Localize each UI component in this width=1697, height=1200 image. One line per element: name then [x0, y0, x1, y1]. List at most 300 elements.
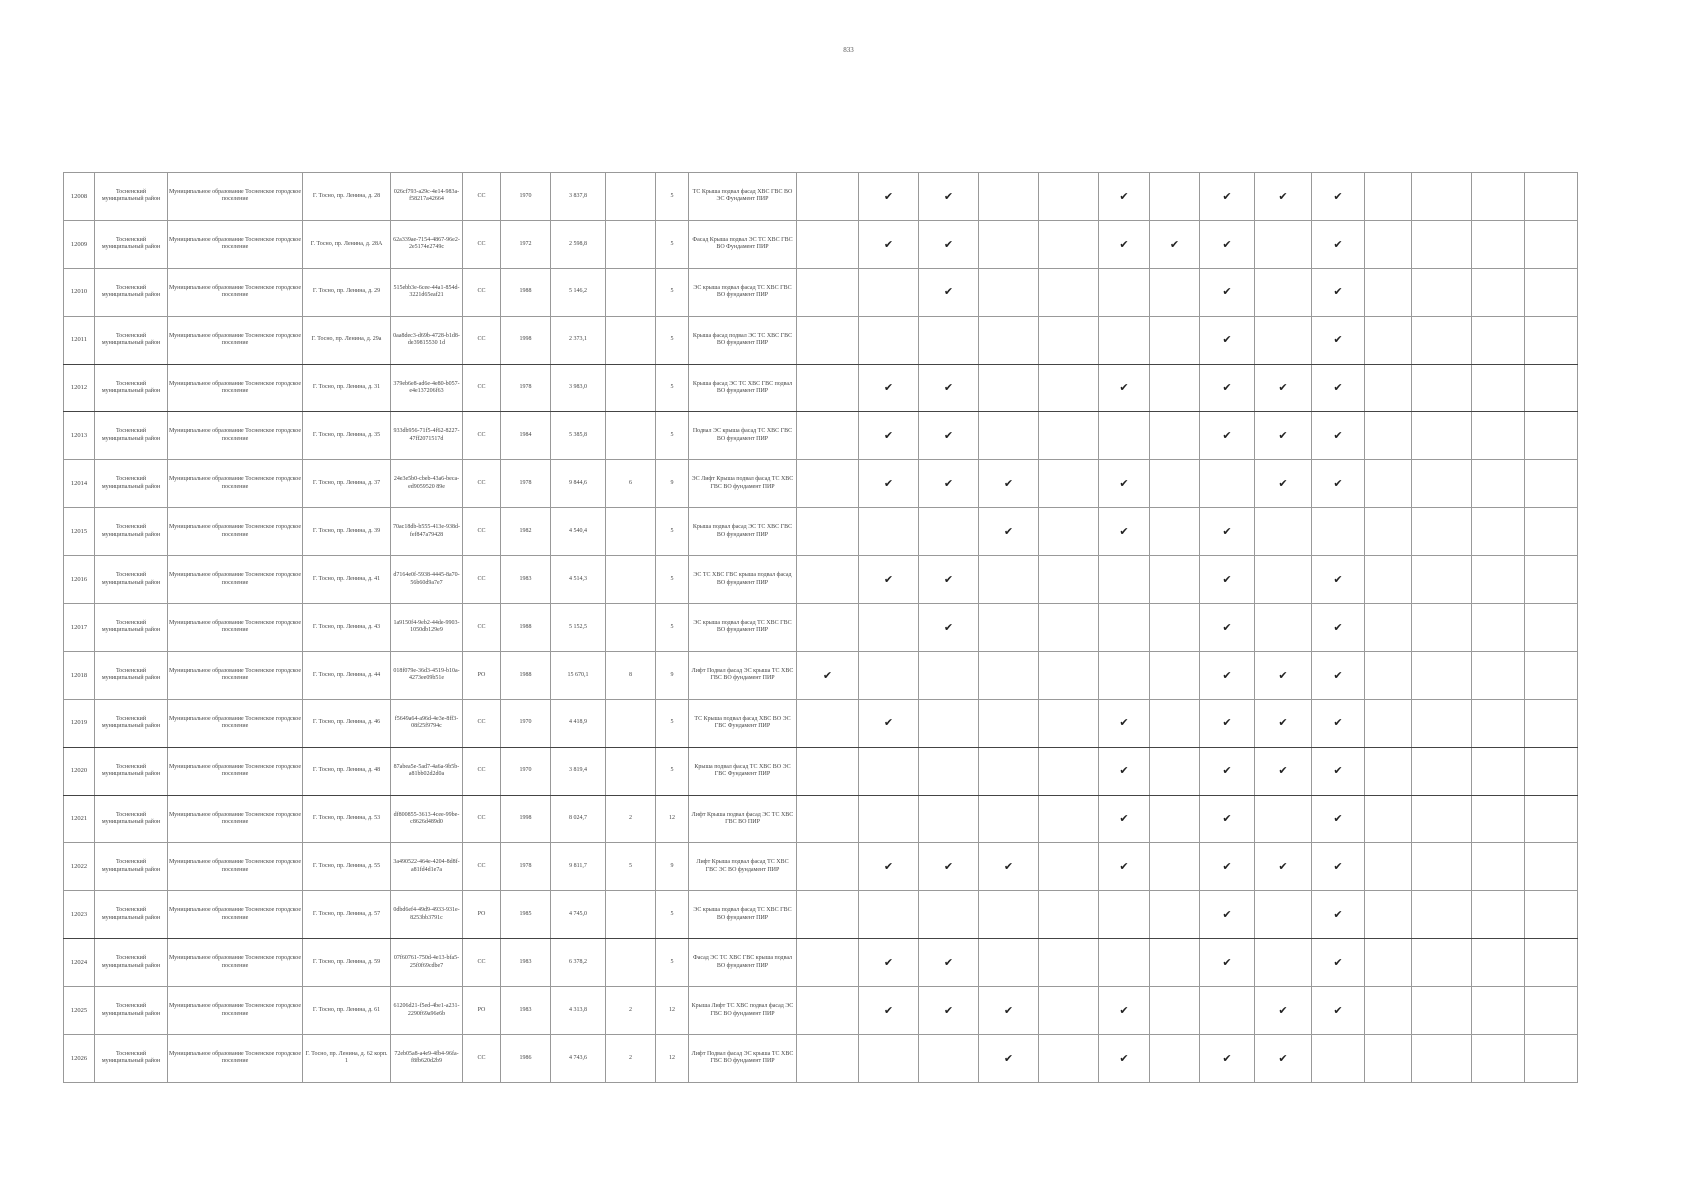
district-cell: Тосненский муниципальный район	[95, 173, 168, 221]
empty-cell	[1255, 556, 1312, 604]
empty-cell	[979, 173, 1039, 221]
floors-min-cell	[606, 173, 656, 221]
works-list-cell: Крыша подвал фасад ТС ХВС ВО ЭС ГВС Фундамент ПИР	[689, 747, 797, 795]
check-mark-icon: ✔	[1312, 699, 1365, 747]
build-year-cell: 1986	[501, 1035, 551, 1083]
address-cell: Г. Тосно, пр. Ленина, д. 35	[303, 412, 391, 460]
empty-cell	[1365, 556, 1412, 604]
empty-cell	[1525, 316, 1578, 364]
row-number: 12024	[64, 939, 95, 987]
check-mark-icon: ✔	[1200, 891, 1255, 939]
empty-cell	[1099, 651, 1150, 699]
control-method-cell: РО	[463, 891, 501, 939]
district-cell: Тосненский муниципальный район	[95, 364, 168, 412]
address-cell: Г. Тосно, пр. Ленина, д. 55	[303, 843, 391, 891]
empty-cell	[1525, 460, 1578, 508]
works-list-cell: Лифт Подвал фасад ЭС крыша ТС ХВС ГВС ВО фундамент ПИР	[689, 651, 797, 699]
floors-min-cell	[606, 364, 656, 412]
build-year-cell: 1988	[501, 604, 551, 652]
municipality-cell: Муниципальное образование Тосненское городское поселение	[168, 843, 303, 891]
check-mark-icon: ✔	[1312, 795, 1365, 843]
empty-cell	[1365, 651, 1412, 699]
municipality-cell: Муниципальное образование Тосненское городское поселение	[168, 1035, 303, 1083]
build-year-cell: 1970	[501, 699, 551, 747]
municipality-cell: Муниципальное образование Тосненское городское поселение	[168, 795, 303, 843]
row-number: 12019	[64, 699, 95, 747]
district-cell: Тосненский муниципальный район	[95, 1035, 168, 1083]
district-cell: Тосненский муниципальный район	[95, 268, 168, 316]
empty-cell	[1255, 268, 1312, 316]
check-mark-icon: ✔	[1200, 556, 1255, 604]
empty-cell	[1039, 508, 1099, 556]
empty-cell	[797, 1035, 859, 1083]
check-mark-icon: ✔	[1099, 987, 1150, 1035]
row-number: 12013	[64, 412, 95, 460]
address-cell: Г. Тосно, пр. Ленина, д. 28А	[303, 220, 391, 268]
empty-cell	[1150, 173, 1200, 221]
empty-cell	[1099, 556, 1150, 604]
table-row	[64, 556, 1631, 604]
area-cell: 5 152,5	[551, 604, 606, 652]
empty-cell	[1472, 651, 1525, 699]
empty-cell	[1412, 939, 1472, 987]
floors-min-cell	[606, 412, 656, 460]
row-number: 12009	[64, 220, 95, 268]
check-mark-icon: ✔	[859, 939, 919, 987]
municipality-cell: Муниципальное образование Тосненское городское поселение	[168, 412, 303, 460]
check-mark-icon: ✔	[859, 173, 919, 221]
municipality-cell: Муниципальное образование Тосненское городское поселение	[168, 173, 303, 221]
table-row	[64, 987, 1631, 1035]
empty-cell	[1099, 268, 1150, 316]
table-body	[64, 173, 1631, 1083]
build-year-cell: 1983	[501, 939, 551, 987]
row-number: 12026	[64, 1035, 95, 1083]
empty-cell	[1150, 268, 1200, 316]
guid-cell: 933db956-71f5-4f62-8227-47ff2071517d	[391, 412, 463, 460]
empty-cell	[1412, 508, 1472, 556]
check-mark-icon: ✔	[919, 173, 979, 221]
floors-min-cell	[606, 268, 656, 316]
check-mark-icon: ✔	[1312, 987, 1365, 1035]
floors-min-cell	[606, 556, 656, 604]
row-number: 12018	[64, 651, 95, 699]
table-row	[64, 651, 1631, 699]
empty-cell	[1525, 891, 1578, 939]
address-cell: Г. Тосно, пр. Ленина, д. 29а	[303, 316, 391, 364]
address-cell: Г. Тосно, пр. Ленина, д. 39	[303, 508, 391, 556]
empty-cell	[797, 747, 859, 795]
check-mark-icon: ✔	[919, 268, 979, 316]
area-cell: 3 983,0	[551, 364, 606, 412]
empty-cell	[919, 795, 979, 843]
check-mark-icon: ✔	[1255, 412, 1312, 460]
build-year-cell: 1998	[501, 795, 551, 843]
empty-cell	[797, 604, 859, 652]
guid-cell: 3a490522-464e-4204-8d8f-a81fd4d1e7a	[391, 843, 463, 891]
guid-cell: 026cf793-a29c-4e14-983a-f58217a42664	[391, 173, 463, 221]
control-method-cell: СС	[463, 220, 501, 268]
floors-min-cell	[606, 699, 656, 747]
empty-cell	[1525, 651, 1578, 699]
empty-cell	[919, 891, 979, 939]
floors-max-cell: 5	[656, 939, 689, 987]
empty-cell	[979, 651, 1039, 699]
empty-cell	[1472, 795, 1525, 843]
empty-cell	[1472, 747, 1525, 795]
empty-cell	[1365, 891, 1412, 939]
empty-cell	[1150, 364, 1200, 412]
control-method-cell: СС	[463, 843, 501, 891]
guid-cell: f5649a64-a96d-4e3e-8ff3-08f25f9794c	[391, 699, 463, 747]
empty-cell	[1365, 939, 1412, 987]
empty-cell	[1365, 220, 1412, 268]
control-method-cell: СС	[463, 508, 501, 556]
works-list-cell: Подвал ЭС крыша фасад ТС ХВС ГВС ВО фундамент ПИР	[689, 412, 797, 460]
district-cell: Тосненский муниципальный район	[95, 508, 168, 556]
control-method-cell: СС	[463, 412, 501, 460]
check-mark-icon: ✔	[1312, 220, 1365, 268]
floors-min-cell	[606, 604, 656, 652]
empty-cell	[1099, 939, 1150, 987]
build-year-cell: 1978	[501, 460, 551, 508]
address-cell: Г. Тосно, пр. Ленина, д. 28	[303, 173, 391, 221]
empty-cell	[1150, 699, 1200, 747]
floors-min-cell	[606, 939, 656, 987]
works-list-cell: Фасад ЭС ТС ХВС ГВС крыша подвал ВО фундамент ПИР	[689, 939, 797, 987]
empty-cell	[1039, 316, 1099, 364]
address-cell: Г. Тосно, пр. Ленина, д. 61	[303, 987, 391, 1035]
empty-cell	[1099, 412, 1150, 460]
empty-cell	[1150, 556, 1200, 604]
area-cell: 3 819,4	[551, 747, 606, 795]
guid-cell: 1a9150f4-9eb2-44de-9903-1050db129e9	[391, 604, 463, 652]
district-cell: Тосненский муниципальный район	[95, 651, 168, 699]
guid-cell: 72eb05a8-a4e9-4fb4-96fa-f8fb620d2b9	[391, 1035, 463, 1083]
address-cell: Г. Тосно, пр. Ленина, д. 57	[303, 891, 391, 939]
empty-cell	[1525, 268, 1578, 316]
empty-cell	[1365, 795, 1412, 843]
table-row	[64, 364, 1631, 412]
empty-cell	[1365, 316, 1412, 364]
address-cell: Г. Тосно, пр. Ленина, д. 29	[303, 268, 391, 316]
municipality-cell: Муниципальное образование Тосненское городское поселение	[168, 604, 303, 652]
floors-max-cell: 5	[656, 412, 689, 460]
table-row	[64, 891, 1631, 939]
empty-cell	[1099, 316, 1150, 364]
district-cell: Тосненский муниципальный район	[95, 412, 168, 460]
floors-max-cell: 5	[656, 699, 689, 747]
empty-cell	[1150, 747, 1200, 795]
address-cell: Г. Тосно, пр. Ленина, д. 46	[303, 699, 391, 747]
control-method-cell: СС	[463, 747, 501, 795]
check-mark-icon: ✔	[859, 364, 919, 412]
empty-cell	[1525, 173, 1578, 221]
check-mark-icon: ✔	[1312, 173, 1365, 221]
empty-cell	[1255, 891, 1312, 939]
area-cell: 4 514,3	[551, 556, 606, 604]
empty-cell	[979, 316, 1039, 364]
empty-cell	[1039, 1035, 1099, 1083]
floors-min-cell: 6	[606, 460, 656, 508]
control-method-cell: СС	[463, 268, 501, 316]
row-number: 12020	[64, 747, 95, 795]
control-method-cell: СС	[463, 460, 501, 508]
check-mark-icon: ✔	[1200, 220, 1255, 268]
check-mark-icon: ✔	[1312, 891, 1365, 939]
empty-cell	[1039, 843, 1099, 891]
empty-cell	[859, 268, 919, 316]
address-cell: Г. Тосно, пр. Ленина, д. 41	[303, 556, 391, 604]
check-mark-icon: ✔	[1312, 843, 1365, 891]
table-row	[64, 412, 1631, 460]
empty-cell	[1412, 987, 1472, 1035]
check-mark-icon: ✔	[1312, 268, 1365, 316]
works-list-cell: ТС Крыша подвал фасад ХВС ГВС ВО ЭС Фундамент ПИР	[689, 173, 797, 221]
empty-cell	[797, 556, 859, 604]
empty-cell	[1472, 508, 1525, 556]
empty-cell	[1039, 891, 1099, 939]
row-number: 12008	[64, 173, 95, 221]
works-list-cell: ЭС крыша подвал фасад ТС ХВС ГВС ВО фундамент ПИР	[689, 891, 797, 939]
table-row	[64, 747, 1631, 795]
check-mark-icon: ✔	[1200, 604, 1255, 652]
empty-cell	[1200, 987, 1255, 1035]
empty-cell	[1412, 795, 1472, 843]
check-mark-icon: ✔	[919, 843, 979, 891]
control-method-cell: СС	[463, 699, 501, 747]
area-cell: 4 540,4	[551, 508, 606, 556]
empty-cell	[1039, 556, 1099, 604]
empty-cell	[1412, 173, 1472, 221]
empty-cell	[1412, 460, 1472, 508]
control-method-cell: СС	[463, 364, 501, 412]
row-number: 12021	[64, 795, 95, 843]
area-cell: 3 837,8	[551, 173, 606, 221]
table-row	[64, 508, 1631, 556]
table-row	[64, 316, 1631, 364]
works-list-cell: ЭС ТС ХВС ГВС крыша подвал фасад ВО фундамент ПИР	[689, 556, 797, 604]
build-year-cell: 1988	[501, 268, 551, 316]
empty-cell	[1472, 268, 1525, 316]
empty-cell	[1472, 1035, 1525, 1083]
works-list-cell: Лифт Крыша подвал фасад ЭС ТС ХВС ГВС ВО ПИР	[689, 795, 797, 843]
area-cell: 8 024,7	[551, 795, 606, 843]
empty-cell	[979, 412, 1039, 460]
empty-cell	[1150, 939, 1200, 987]
check-mark-icon: ✔	[1099, 173, 1150, 221]
check-mark-icon: ✔	[1200, 173, 1255, 221]
address-cell: Г. Тосно, пр. Ленина, д. 31	[303, 364, 391, 412]
check-mark-icon: ✔	[1099, 364, 1150, 412]
district-cell: Тосненский муниципальный район	[95, 747, 168, 795]
empty-cell	[1039, 604, 1099, 652]
check-mark-icon: ✔	[1200, 699, 1255, 747]
empty-cell	[1039, 939, 1099, 987]
empty-cell	[979, 891, 1039, 939]
control-method-cell: РО	[463, 651, 501, 699]
floors-min-cell: 2	[606, 987, 656, 1035]
address-cell: Г. Тосно, пр. Ленина, д. 62 корп. 1	[303, 1035, 391, 1083]
check-mark-icon: ✔	[1200, 795, 1255, 843]
empty-cell	[1472, 604, 1525, 652]
municipality-cell: Муниципальное образование Тосненское городское поселение	[168, 556, 303, 604]
guid-cell: 379eb6e8-ad6e-4e80-b057-e4e137206f63	[391, 364, 463, 412]
row-number: 12023	[64, 891, 95, 939]
control-method-cell: СС	[463, 556, 501, 604]
check-mark-icon: ✔	[1099, 1035, 1150, 1083]
empty-cell	[1150, 508, 1200, 556]
empty-cell	[1365, 747, 1412, 795]
empty-cell	[797, 460, 859, 508]
empty-cell	[1150, 460, 1200, 508]
guid-cell: df800855-3613-4cee-99be-c8626d489d0	[391, 795, 463, 843]
empty-cell	[1365, 173, 1412, 221]
check-mark-icon: ✔	[979, 987, 1039, 1035]
empty-cell	[1039, 412, 1099, 460]
check-mark-icon: ✔	[919, 604, 979, 652]
check-mark-icon: ✔	[919, 939, 979, 987]
address-cell: Г. Тосно, пр. Ленина, д. 59	[303, 939, 391, 987]
floors-min-cell	[606, 891, 656, 939]
empty-cell	[1255, 508, 1312, 556]
district-cell: Тосненский муниципальный район	[95, 987, 168, 1035]
control-method-cell: СС	[463, 316, 501, 364]
empty-cell	[1039, 364, 1099, 412]
municipality-cell: Муниципальное образование Тосненское городское поселение	[168, 460, 303, 508]
empty-cell	[797, 268, 859, 316]
works-list-cell: Крыша Лифт ТС ХВС подвал фасад ЭС ГВС ВО фундамент ПИР	[689, 987, 797, 1035]
empty-cell	[1255, 316, 1312, 364]
check-mark-icon: ✔	[1312, 364, 1365, 412]
build-year-cell: 1984	[501, 412, 551, 460]
check-mark-icon: ✔	[1200, 747, 1255, 795]
empty-cell	[1412, 604, 1472, 652]
empty-cell	[1039, 220, 1099, 268]
empty-cell	[797, 987, 859, 1035]
empty-cell	[1365, 268, 1412, 316]
address-cell: Г. Тосно, пр. Ленина, д. 48	[303, 747, 391, 795]
empty-cell	[1150, 316, 1200, 364]
empty-cell	[1099, 891, 1150, 939]
floors-min-cell	[606, 220, 656, 268]
table-row	[64, 939, 1631, 987]
check-mark-icon: ✔	[979, 508, 1039, 556]
check-mark-icon: ✔	[1099, 699, 1150, 747]
empty-cell	[1365, 412, 1412, 460]
area-cell: 4 418,9	[551, 699, 606, 747]
empty-cell	[979, 939, 1039, 987]
empty-cell	[1312, 1035, 1365, 1083]
check-mark-icon: ✔	[919, 556, 979, 604]
works-list-cell: Крыша подвал фасад ЭС ТС ХВС ГВС ВО фундамент ПИР	[689, 508, 797, 556]
area-cell: 4 313,8	[551, 987, 606, 1035]
municipality-cell: Муниципальное образование Тосненское городское поселение	[168, 364, 303, 412]
municipality-cell: Муниципальное образование Тосненское городское поселение	[168, 316, 303, 364]
district-cell: Тосненский муниципальный район	[95, 220, 168, 268]
district-cell: Тосненский муниципальный район	[95, 795, 168, 843]
check-mark-icon: ✔	[1200, 412, 1255, 460]
area-cell: 5 385,8	[551, 412, 606, 460]
floors-max-cell: 12	[656, 987, 689, 1035]
floors-min-cell	[606, 508, 656, 556]
guid-cell: 24e3e5b0-cbeb-43a6-beca-ed9059520 89e	[391, 460, 463, 508]
empty-cell	[1150, 891, 1200, 939]
control-method-cell: СС	[463, 604, 501, 652]
empty-cell	[1150, 843, 1200, 891]
check-mark-icon: ✔	[1099, 508, 1150, 556]
empty-cell	[1039, 699, 1099, 747]
floors-min-cell	[606, 747, 656, 795]
empty-cell	[1200, 460, 1255, 508]
works-list-cell: Фасад Крыша подвал ЭС ТС ХВС ГВС ВО Фундамент ПИР	[689, 220, 797, 268]
build-year-cell: 1985	[501, 891, 551, 939]
empty-cell	[859, 604, 919, 652]
check-mark-icon: ✔	[919, 220, 979, 268]
empty-cell	[1525, 508, 1578, 556]
check-mark-icon: ✔	[1312, 651, 1365, 699]
area-cell: 6 378,2	[551, 939, 606, 987]
empty-cell	[1365, 1035, 1412, 1083]
row-number: 12017	[64, 604, 95, 652]
build-year-cell: 1970	[501, 173, 551, 221]
control-method-cell: РО	[463, 987, 501, 1035]
area-cell: 2 598,8	[551, 220, 606, 268]
check-mark-icon: ✔	[859, 699, 919, 747]
empty-cell	[1039, 268, 1099, 316]
empty-cell	[1365, 987, 1412, 1035]
row-number: 12014	[64, 460, 95, 508]
check-mark-icon: ✔	[1312, 747, 1365, 795]
empty-cell	[1472, 987, 1525, 1035]
floors-min-cell: 8	[606, 651, 656, 699]
empty-cell	[1472, 939, 1525, 987]
district-cell: Тосненский муниципальный район	[95, 891, 168, 939]
district-cell: Тосненский муниципальный район	[95, 460, 168, 508]
empty-cell	[1150, 987, 1200, 1035]
guid-cell: 0aa8dec3-d69b-4728-b1d8-de39815530 1d	[391, 316, 463, 364]
empty-cell	[919, 508, 979, 556]
empty-cell	[919, 1035, 979, 1083]
area-cell: 2 373,1	[551, 316, 606, 364]
municipality-cell: Муниципальное образование Тосненское городское поселение	[168, 220, 303, 268]
check-mark-icon: ✔	[1255, 460, 1312, 508]
empty-cell	[1525, 747, 1578, 795]
empty-cell	[979, 604, 1039, 652]
control-method-cell: СС	[463, 795, 501, 843]
check-mark-icon: ✔	[1200, 364, 1255, 412]
floors-max-cell: 5	[656, 747, 689, 795]
works-list-cell: Крыша фасад ЭС ТС ХВС ГВС подвал ВО фундамент ПИР	[689, 364, 797, 412]
check-mark-icon: ✔	[1099, 220, 1150, 268]
address-cell: Г. Тосно, пр. Ленина, д. 43	[303, 604, 391, 652]
check-mark-icon: ✔	[1099, 747, 1150, 795]
municipality-cell: Муниципальное образование Тосненское городское поселение	[168, 891, 303, 939]
empty-cell	[1365, 460, 1412, 508]
check-mark-icon: ✔	[1255, 364, 1312, 412]
check-mark-icon: ✔	[859, 220, 919, 268]
build-year-cell: 1983	[501, 556, 551, 604]
check-mark-icon: ✔	[919, 987, 979, 1035]
check-mark-icon: ✔	[1150, 220, 1200, 268]
check-mark-icon: ✔	[797, 651, 859, 699]
empty-cell	[797, 173, 859, 221]
empty-cell	[797, 316, 859, 364]
empty-cell	[919, 316, 979, 364]
empty-cell	[797, 220, 859, 268]
check-mark-icon: ✔	[1255, 699, 1312, 747]
empty-cell	[1255, 795, 1312, 843]
